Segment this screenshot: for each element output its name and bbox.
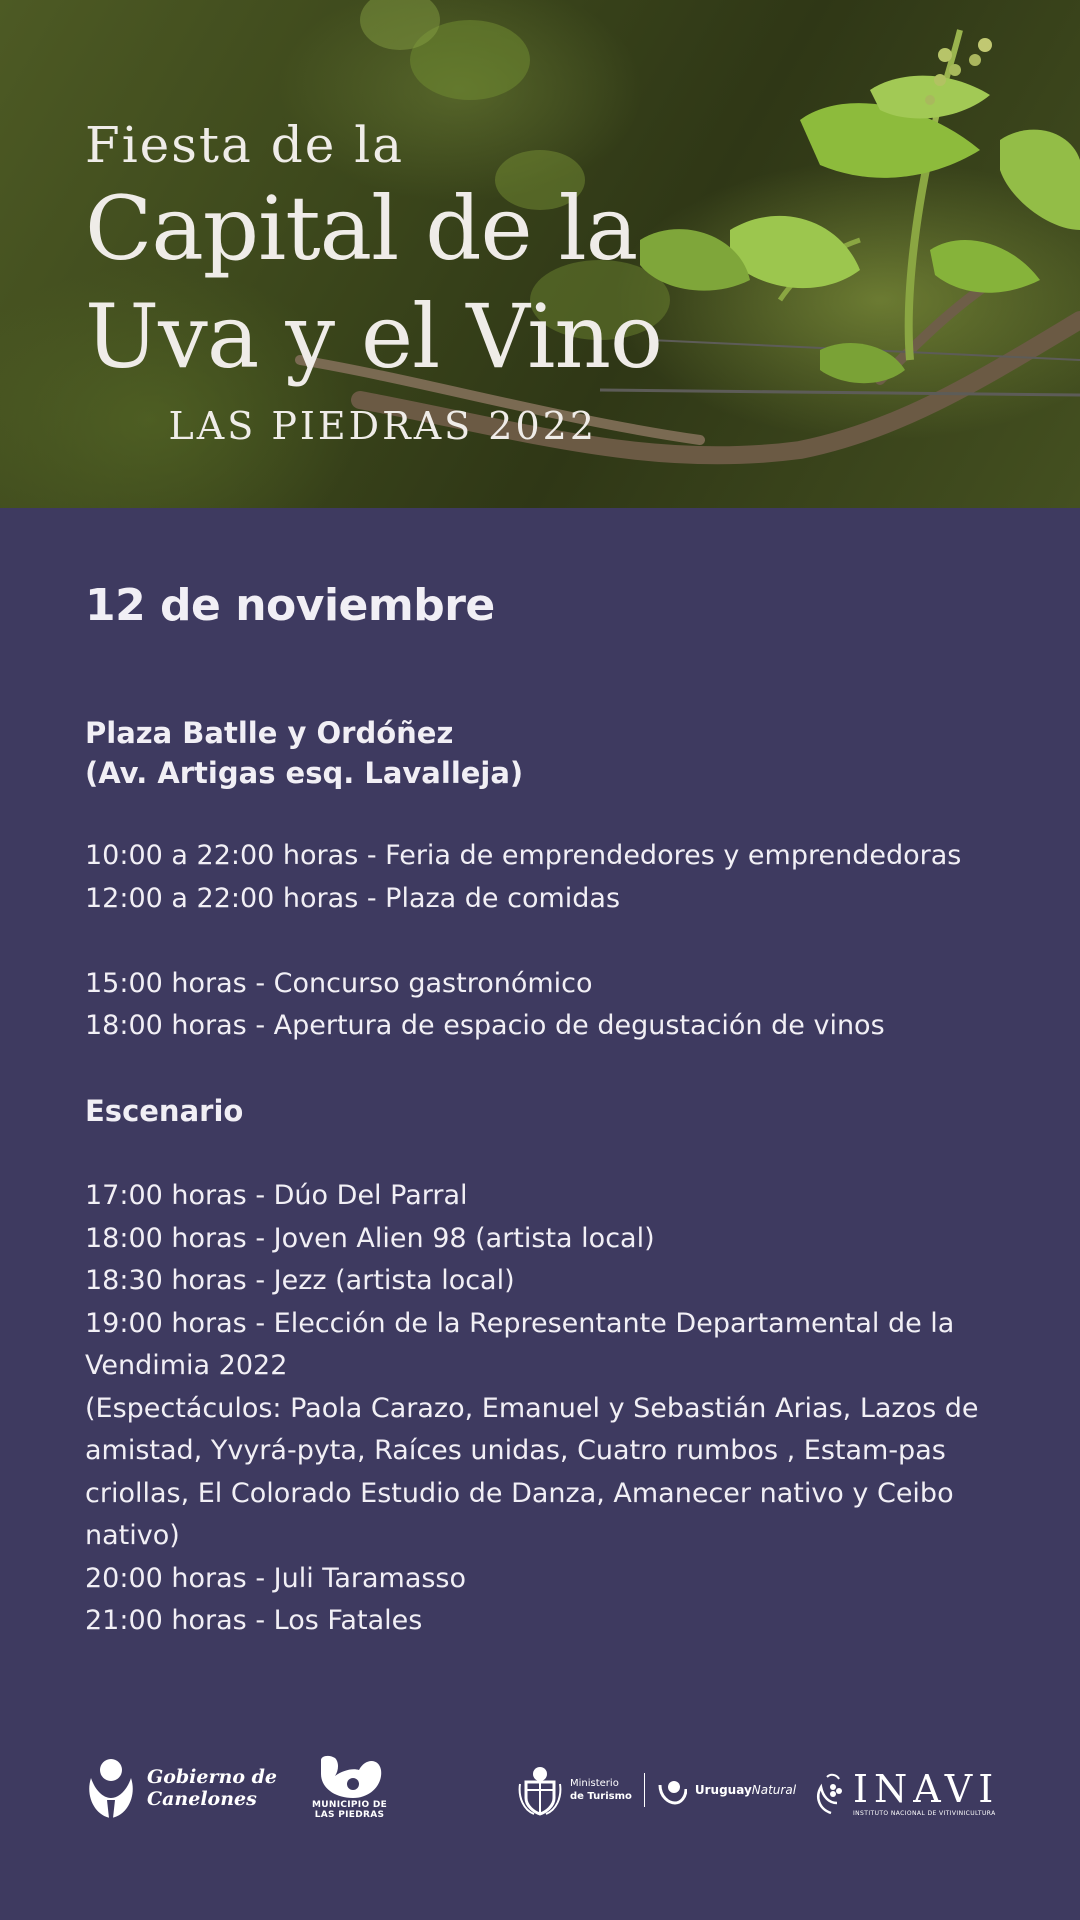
uruguay-natural-sun-icon bbox=[657, 1775, 687, 1805]
schedule-item: 18:00 horas - Apertura de espacio de degustación de vinos bbox=[85, 1010, 885, 1041]
schedule-item: 15:00 horas - Concurso gastronómico bbox=[85, 967, 593, 999]
title-line-3: Uva y el Vino bbox=[85, 285, 663, 388]
venue-name: Plaza Batlle y Ordóñez bbox=[85, 716, 454, 750]
logo-ministerio-turismo bbox=[518, 1764, 796, 1816]
ministerio-line1: Ministerio bbox=[570, 1778, 619, 1789]
stage-item: 17:00 horas - Dúo Del Parral bbox=[85, 1180, 468, 1211]
hero-banner bbox=[0, 0, 1080, 508]
schedule-item: 12:00 a 22:00 horas - Plaza de comidas bbox=[85, 882, 621, 914]
logo-inavi bbox=[813, 1767, 1000, 1817]
gobierno-line2: Canelones bbox=[147, 1788, 257, 1810]
stage-title: Escenario bbox=[85, 1094, 244, 1128]
uruguay-coat-of-arms-icon bbox=[518, 1764, 562, 1816]
municipio-emblem-icon bbox=[317, 1754, 383, 1800]
title-line-1: Fiesta de la bbox=[85, 116, 405, 174]
stage-schedule bbox=[85, 1175, 1005, 1643]
inavi-word: INAVI bbox=[853, 1767, 1000, 1811]
inavi-subtitle: INSTITUTO NACIONAL DE VITIVINICULTURA bbox=[853, 1810, 996, 1817]
schedule-fair bbox=[85, 835, 1005, 920]
stage-item: 18:00 horas - Joven Alien 98 (artista local) bbox=[85, 1222, 655, 1254]
event-date: 12 de noviembre bbox=[85, 580, 495, 631]
stage-item: 21:00 horas - Los Fatales bbox=[85, 1605, 423, 1636]
municipio-line1: MUNICIPIO DE bbox=[312, 1800, 388, 1810]
logo-gobierno-canelones bbox=[85, 1756, 277, 1820]
stage-item: 19:00 horas - Elección de la Representante Departamental de la Vendimia 2022 bbox=[85, 1307, 955, 1381]
schedule-activities bbox=[85, 963, 1005, 1048]
uruguay-natural-bold: Uruguay bbox=[694, 1783, 752, 1797]
venue bbox=[85, 713, 1005, 793]
logo-divider bbox=[644, 1773, 645, 1807]
inavi-grape-emblem-icon bbox=[813, 1773, 849, 1815]
canelones-emblem-icon bbox=[85, 1756, 137, 1820]
stage-item: 18:30 horas - Jezz (artista local) bbox=[85, 1265, 515, 1296]
municipio-line2: LAS PIEDRAS bbox=[314, 1810, 385, 1820]
uruguay-natural-italic: Natural bbox=[751, 1783, 797, 1797]
stage-item-shows: (Espectáculos: Paola Carazo, Emanuel y Sebastián Arias, Lazos de amistad, Yvyrá-pyta, Raíces unidas, Cuatro rumbos , Estam-pas criollas, El Colorado Estudio de Danza, Amanecer nativo y Ceibo nativo) bbox=[85, 1392, 979, 1551]
stage-item: 20:00 horas - Juli Taramasso bbox=[85, 1562, 467, 1594]
logo-municipio-las-piedras bbox=[312, 1754, 387, 1820]
gobierno-line1: Gobierno de bbox=[147, 1766, 277, 1788]
title-subtitle: LAS PIEDRAS 2022 bbox=[168, 404, 597, 448]
venue-address: (Av. Artigas esq. Lavalleja) bbox=[85, 756, 524, 790]
title-line-2: Capital de la bbox=[85, 177, 638, 280]
sponsor-logos bbox=[0, 1746, 1080, 1836]
schedule-item: 10:00 a 22:00 horas - Feria de emprendedores y emprendedoras bbox=[85, 840, 962, 871]
ministerio-line2: de Turismo bbox=[570, 1791, 632, 1802]
event-title bbox=[85, 116, 663, 448]
event-program bbox=[85, 580, 1005, 1685]
